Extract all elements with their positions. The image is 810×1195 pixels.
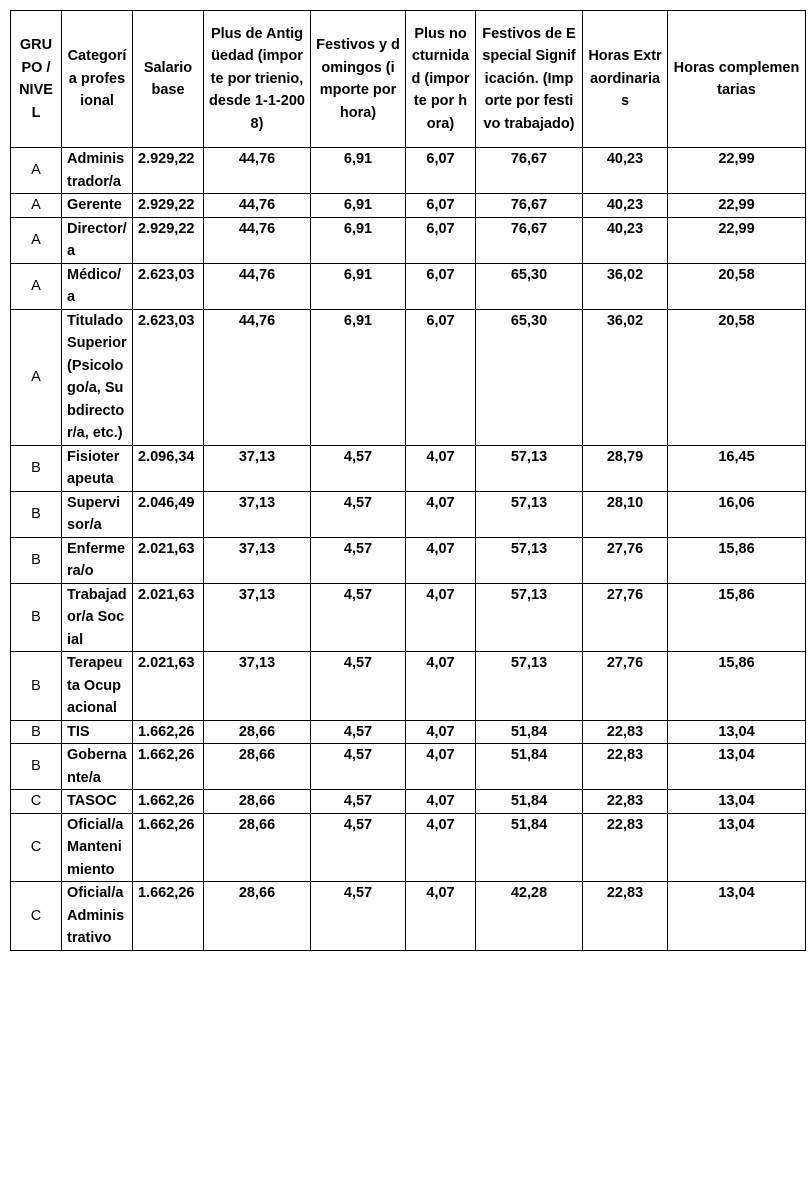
- table-body: [11, 148, 806, 951]
- cell-horas-extraordinarias: 28,10: [583, 491, 668, 537]
- cell-grupo: B: [11, 744, 62, 790]
- cell-festivos-especial: 57,13: [476, 537, 583, 583]
- cell-horas-extraordinarias: 28,79: [583, 445, 668, 491]
- table-row: [11, 583, 806, 652]
- cell-festivos-domingos: 6,91: [311, 217, 406, 263]
- cell-categoria: Terapeuta Ocupacional: [62, 652, 133, 721]
- cell-salario-base: 2.021,63: [133, 537, 204, 583]
- cell-plus-nocturnidad: 6,07: [406, 194, 476, 218]
- cell-horas-extraordinarias: 40,23: [583, 148, 668, 194]
- table-row: [11, 445, 806, 491]
- cell-categoria: Supervisor/a: [62, 491, 133, 537]
- cell-horas-complementarias: 15,86: [668, 583, 806, 652]
- cell-plus-antiguedad: 37,13: [204, 537, 311, 583]
- cell-grupo: A: [11, 148, 62, 194]
- cell-horas-complementarias: 15,86: [668, 652, 806, 721]
- table-row: [11, 148, 806, 194]
- cell-salario-base: 1.662,26: [133, 720, 204, 744]
- cell-festivos-especial: 42,28: [476, 882, 583, 951]
- cell-horas-extraordinarias: 40,23: [583, 194, 668, 218]
- cell-horas-extraordinarias: 36,02: [583, 309, 668, 445]
- cell-horas-complementarias: 13,04: [668, 813, 806, 882]
- cell-plus-nocturnidad: 4,07: [406, 744, 476, 790]
- cell-salario-base: 2.021,63: [133, 652, 204, 721]
- cell-categoria: Oficial/a Administrativo: [62, 882, 133, 951]
- table-row: [11, 217, 806, 263]
- cell-horas-extraordinarias: 22,83: [583, 744, 668, 790]
- cell-festivos-domingos: 4,57: [311, 491, 406, 537]
- cell-categoria: TIS: [62, 720, 133, 744]
- cell-festivos-especial: 51,84: [476, 720, 583, 744]
- cell-categoria: Enfermera/o: [62, 537, 133, 583]
- cell-plus-antiguedad: 28,66: [204, 790, 311, 814]
- cell-festivos-domingos: 4,57: [311, 882, 406, 951]
- cell-horas-complementarias: 20,58: [668, 309, 806, 445]
- cell-horas-complementarias: 22,99: [668, 148, 806, 194]
- cell-festivos-domingos: 4,57: [311, 537, 406, 583]
- cell-plus-antiguedad: 44,76: [204, 217, 311, 263]
- cell-horas-extraordinarias: 27,76: [583, 652, 668, 721]
- cell-grupo: A: [11, 217, 62, 263]
- cell-plus-nocturnidad: 4,07: [406, 720, 476, 744]
- cell-horas-extraordinarias: 22,83: [583, 813, 668, 882]
- cell-horas-extraordinarias: 22,83: [583, 790, 668, 814]
- cell-salario-base: 2.096,34: [133, 445, 204, 491]
- cell-festivos-domingos: 6,91: [311, 148, 406, 194]
- cell-plus-antiguedad: 28,66: [204, 720, 311, 744]
- cell-plus-antiguedad: 44,76: [204, 194, 311, 218]
- cell-categoria: Médico/a: [62, 263, 133, 309]
- table-row: [11, 790, 806, 814]
- cell-plus-antiguedad: 44,76: [204, 263, 311, 309]
- table-row: [11, 652, 806, 721]
- cell-categoria: Gobernante/a: [62, 744, 133, 790]
- cell-grupo: A: [11, 194, 62, 218]
- table-row: [11, 491, 806, 537]
- header-horas-extraordinarias: Horas Extraordinarias: [583, 11, 668, 148]
- cell-festivos-domingos: 4,57: [311, 583, 406, 652]
- cell-plus-nocturnidad: 4,07: [406, 652, 476, 721]
- cell-festivos-especial: 76,67: [476, 194, 583, 218]
- cell-plus-nocturnidad: 4,07: [406, 813, 476, 882]
- table-row: [11, 309, 806, 445]
- header-grupo-nivel: GRUPO / NIVEL: [11, 11, 62, 148]
- cell-horas-complementarias: 16,45: [668, 445, 806, 491]
- cell-grupo: C: [11, 790, 62, 814]
- cell-plus-antiguedad: 37,13: [204, 445, 311, 491]
- header-festivos-especial: Festivos de Especial Significación. (Importe por festivo trabajado): [476, 11, 583, 148]
- cell-salario-base: 1.662,26: [133, 790, 204, 814]
- cell-categoria: Oficial/a Mantenimiento: [62, 813, 133, 882]
- cell-grupo: C: [11, 882, 62, 951]
- cell-festivos-especial: 76,67: [476, 148, 583, 194]
- cell-festivos-domingos: 6,91: [311, 194, 406, 218]
- cell-salario-base: 2.929,22: [133, 217, 204, 263]
- cell-categoria: Trabajador/a Social: [62, 583, 133, 652]
- cell-grupo: A: [11, 309, 62, 445]
- cell-categoria: TASOC: [62, 790, 133, 814]
- cell-plus-nocturnidad: 6,07: [406, 148, 476, 194]
- cell-grupo: B: [11, 583, 62, 652]
- header-salario-base: Salario base: [133, 11, 204, 148]
- cell-festivos-domingos: 4,57: [311, 445, 406, 491]
- cell-salario-base: 1.662,26: [133, 744, 204, 790]
- header-plus-antiguedad: Plus de Antigüedad (importe por trienio, desde 1-1-2008): [204, 11, 311, 148]
- cell-plus-antiguedad: 44,76: [204, 148, 311, 194]
- cell-horas-complementarias: 22,99: [668, 217, 806, 263]
- table-row: [11, 194, 806, 218]
- header-festivos-domingos: Festivos y domingos (importe por hora): [311, 11, 406, 148]
- cell-plus-nocturnidad: 4,07: [406, 790, 476, 814]
- cell-festivos-especial: 57,13: [476, 445, 583, 491]
- cell-horas-complementarias: 20,58: [668, 263, 806, 309]
- table-row: [11, 744, 806, 790]
- table-row: [11, 882, 806, 951]
- header-categoria-profesional: Categoría profesional: [62, 11, 133, 148]
- header-plus-nocturnidad: Plus nocturnidad (importe por hora): [406, 11, 476, 148]
- cell-plus-antiguedad: 37,13: [204, 491, 311, 537]
- cell-horas-complementarias: 13,04: [668, 720, 806, 744]
- header-horas-complementarias: Horas complementarias: [668, 11, 806, 148]
- cell-categoria: Administrador/a: [62, 148, 133, 194]
- cell-plus-antiguedad: 37,13: [204, 583, 311, 652]
- cell-salario-base: 2.046,49: [133, 491, 204, 537]
- salary-table: [10, 10, 806, 951]
- cell-grupo: B: [11, 537, 62, 583]
- cell-horas-complementarias: 13,04: [668, 882, 806, 951]
- cell-horas-extraordinarias: 27,76: [583, 537, 668, 583]
- cell-categoria: Director/a: [62, 217, 133, 263]
- cell-horas-extraordinarias: 22,83: [583, 882, 668, 951]
- cell-festivos-domingos: 4,57: [311, 720, 406, 744]
- table-row: [11, 813, 806, 882]
- table-row: [11, 263, 806, 309]
- cell-festivos-especial: 51,84: [476, 744, 583, 790]
- cell-grupo: B: [11, 445, 62, 491]
- cell-plus-antiguedad: 44,76: [204, 309, 311, 445]
- cell-horas-complementarias: 22,99: [668, 194, 806, 218]
- cell-plus-nocturnidad: 4,07: [406, 537, 476, 583]
- cell-festivos-especial: 65,30: [476, 263, 583, 309]
- cell-plus-antiguedad: 28,66: [204, 744, 311, 790]
- table-row: [11, 720, 806, 744]
- table-row: [11, 537, 806, 583]
- header-row: [11, 11, 806, 148]
- cell-plus-nocturnidad: 6,07: [406, 217, 476, 263]
- cell-festivos-domingos: 4,57: [311, 790, 406, 814]
- cell-festivos-especial: 51,84: [476, 790, 583, 814]
- cell-plus-antiguedad: 37,13: [204, 652, 311, 721]
- cell-plus-nocturnidad: 6,07: [406, 309, 476, 445]
- cell-categoria: Titulado Superior (Psicologo/a, Subdirector/a, etc.): [62, 309, 133, 445]
- cell-horas-complementarias: 16,06: [668, 491, 806, 537]
- cell-grupo: A: [11, 263, 62, 309]
- cell-festivos-domingos: 6,91: [311, 309, 406, 445]
- cell-salario-base: 2.929,22: [133, 194, 204, 218]
- cell-plus-nocturnidad: 4,07: [406, 882, 476, 951]
- cell-plus-antiguedad: 28,66: [204, 882, 311, 951]
- cell-grupo: B: [11, 491, 62, 537]
- cell-festivos-domingos: 6,91: [311, 263, 406, 309]
- cell-horas-complementarias: 13,04: [668, 790, 806, 814]
- cell-plus-nocturnidad: 6,07: [406, 263, 476, 309]
- cell-grupo: B: [11, 652, 62, 721]
- cell-horas-extraordinarias: 36,02: [583, 263, 668, 309]
- cell-horas-extraordinarias: 22,83: [583, 720, 668, 744]
- cell-festivos-domingos: 4,57: [311, 652, 406, 721]
- cell-salario-base: 1.662,26: [133, 813, 204, 882]
- cell-horas-extraordinarias: 40,23: [583, 217, 668, 263]
- cell-festivos-especial: 57,13: [476, 583, 583, 652]
- cell-festivos-domingos: 4,57: [311, 744, 406, 790]
- cell-plus-nocturnidad: 4,07: [406, 445, 476, 491]
- cell-plus-nocturnidad: 4,07: [406, 583, 476, 652]
- cell-festivos-especial: 76,67: [476, 217, 583, 263]
- cell-festivos-especial: 57,13: [476, 491, 583, 537]
- cell-categoria: Fisioterapeuta: [62, 445, 133, 491]
- cell-salario-base: 1.662,26: [133, 882, 204, 951]
- cell-grupo: B: [11, 720, 62, 744]
- cell-festivos-especial: 65,30: [476, 309, 583, 445]
- cell-festivos-especial: 51,84: [476, 813, 583, 882]
- cell-grupo: C: [11, 813, 62, 882]
- cell-salario-base: 2.623,03: [133, 309, 204, 445]
- cell-categoria: Gerente: [62, 194, 133, 218]
- cell-festivos-domingos: 4,57: [311, 813, 406, 882]
- cell-salario-base: 2.929,22: [133, 148, 204, 194]
- cell-festivos-especial: 57,13: [476, 652, 583, 721]
- cell-horas-extraordinarias: 27,76: [583, 583, 668, 652]
- cell-salario-base: 2.623,03: [133, 263, 204, 309]
- cell-horas-complementarias: 13,04: [668, 744, 806, 790]
- cell-horas-complementarias: 15,86: [668, 537, 806, 583]
- cell-plus-antiguedad: 28,66: [204, 813, 311, 882]
- cell-plus-nocturnidad: 4,07: [406, 491, 476, 537]
- cell-salario-base: 2.021,63: [133, 583, 204, 652]
